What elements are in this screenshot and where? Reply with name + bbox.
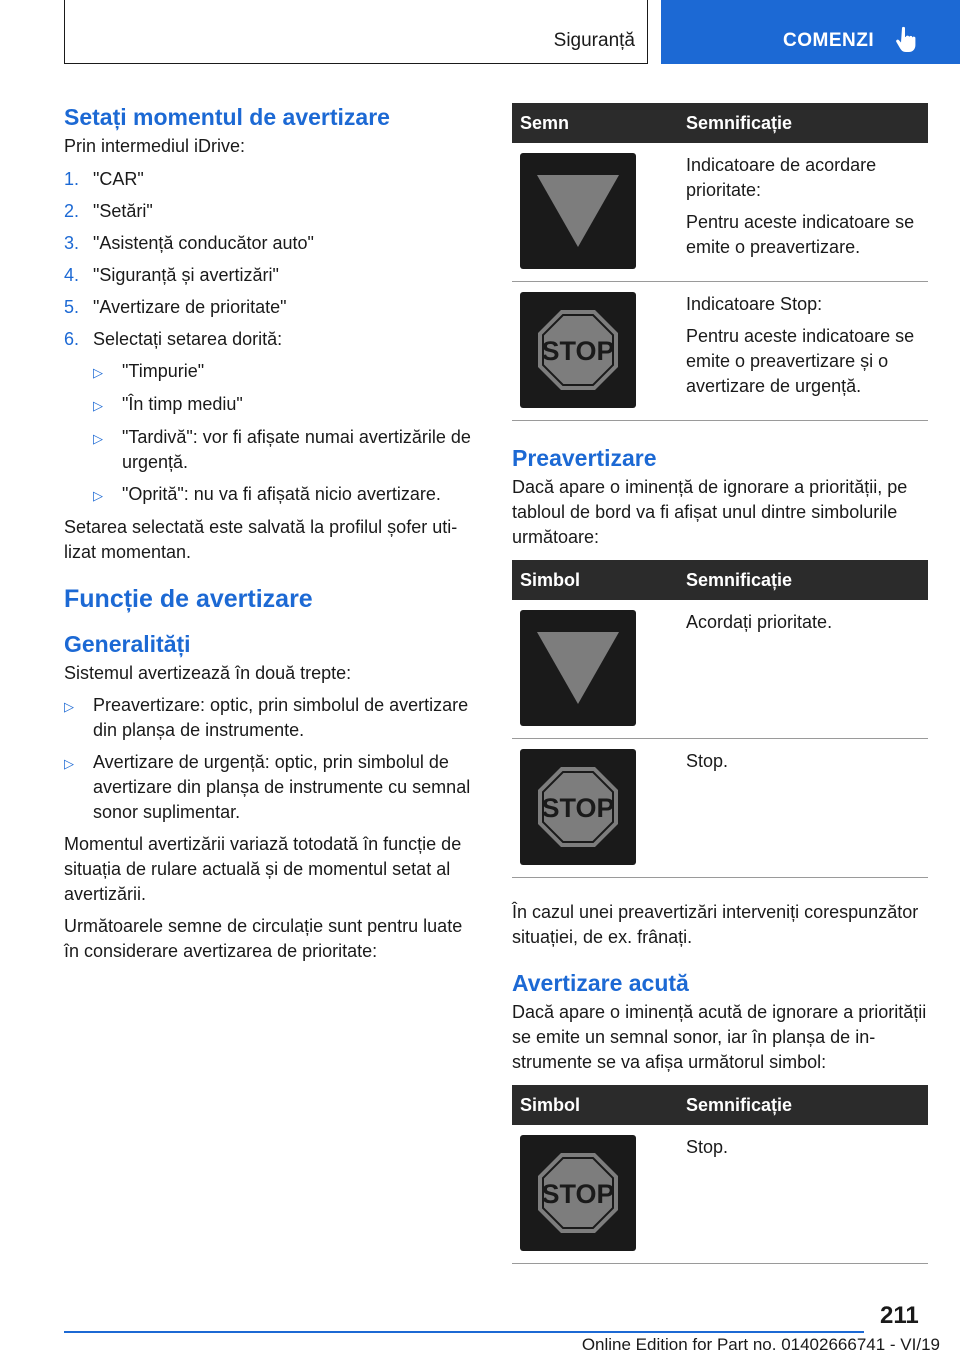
triangle-bullet-icon: ▷ <box>93 365 103 380</box>
option-item: ▷ "Oprită": nu va fi afișată nicio avertizare. <box>93 482 480 508</box>
svg-text:STOP: STOP <box>541 336 615 366</box>
right-column <box>512 103 928 1264</box>
table-header-sign: Semn <box>512 103 678 143</box>
set-warning-time-title: Setați momentul de avertizare <box>64 104 390 130</box>
set-note: Setarea selectată este salvată la profilul șofer utilizat momentan. <box>64 517 458 562</box>
table-row: STOP Indicatoare Stop: Pentru aceste indicatoare se emite o preavertizare și o avertizare de urgență. <box>512 282 928 421</box>
stage-item: ▷ Avertizare de urgență: optic, prin simbolul de avertizare din planșa de instrumente cu semnal sonor suplimentar. <box>64 750 480 825</box>
table-header-meaning: Semnificație <box>678 1085 928 1125</box>
table-row: Acordați prioritate. <box>512 600 928 739</box>
option-item: ▷ "Tardivă": vor fi afișate numai avertizările de urgență. <box>93 425 480 475</box>
yield-sign-icon <box>520 610 636 726</box>
prewarning-note: În cazul unei preavertizări interveniți corespunzător situației, de ex. frânați. <box>512 902 919 947</box>
warning-function-title: Funcție de avertizare <box>64 585 313 613</box>
option-item: ▷ "În timp mediu" <box>93 392 480 418</box>
footer-divider <box>64 1331 864 1333</box>
page-number: 211 <box>880 1302 919 1329</box>
option-item: ▷ "Timpurie" <box>93 359 480 385</box>
step-item: 5. "Avertizare de prioritate" <box>64 297 287 317</box>
prewarning-symbols-table <box>512 560 928 878</box>
table-header-symbol: Simbol <box>512 1085 678 1125</box>
stop-sign-icon <box>520 1135 636 1251</box>
left-column <box>64 100 480 971</box>
table-row: STOP Stop. <box>512 1125 928 1264</box>
prewarning-text: Dacă apare o iminență de ignorare a priorității, pe tabloul de bord va fi afișat unul dintre simbolurile următoare: <box>512 477 908 547</box>
set-intro: Prin intermediul iDrive: <box>64 136 246 156</box>
triangle-bullet-icon: ▷ <box>64 699 74 714</box>
pointing-hand-icon <box>895 26 921 54</box>
svg-text:STOP: STOP <box>541 793 615 823</box>
step-item: 2. "Setări" <box>64 201 153 221</box>
table-row: Indicatoare de acordare prioritate: Pentru aceste indicatoare se emite o preavertizare. <box>512 143 928 282</box>
triangle-bullet-icon: ▷ <box>64 756 74 771</box>
general-title: Generalități <box>64 631 191 657</box>
triangle-bullet-icon: ▷ <box>93 488 103 503</box>
header-section-box <box>64 0 648 64</box>
table-header-meaning: Semnificație <box>678 560 928 600</box>
general-intro: Sistemul avertizează în două trepte: <box>64 663 352 683</box>
header-section-label: Siguranță <box>553 30 635 51</box>
acute-warning-text: Dacă apare o iminență acută de ignorare a priorității se emite un semnal sonor, iar în planșa de instrumente se va afișa următorul simbol: <box>512 1002 927 1072</box>
step-item: 1. "CAR" <box>64 169 144 189</box>
header-chapter-tab[interactable] <box>661 0 960 64</box>
yield-sign-icon <box>520 153 636 269</box>
signs-paragraph: Următoarele semne de circulație sunt pentru luate în considerare avertizarea de prioritate: <box>64 916 463 961</box>
table-row: STOP Stop. <box>512 739 928 878</box>
table-header-meaning: Semnificație <box>678 103 928 143</box>
table-header-symbol: Simbol <box>512 560 678 600</box>
signs-table <box>512 103 928 421</box>
idrive-steps-list <box>64 167 480 352</box>
edition-label: Online Edition for Part no. 01402666741 - VI/19 <box>581 1335 940 1354</box>
prewarning-title: Preavertizare <box>512 445 657 471</box>
step-item: 4. "Siguranță și avertizări" <box>64 265 279 285</box>
stop-sign-icon <box>520 749 636 865</box>
step-item: 3. "Asistență conducător auto" <box>64 233 314 253</box>
timing-paragraph: Momentul avertizării variază totodată în funcție de situația de rulare actuală și de momentul setat al avertizării. <box>64 834 462 904</box>
setting-options-list <box>93 359 480 508</box>
svg-text:STOP: STOP <box>541 1179 615 1209</box>
step-item: 6. Selectați setarea dorită: <box>64 329 283 349</box>
triangle-bullet-icon: ▷ <box>93 431 103 446</box>
warning-stages-list <box>64 693 480 825</box>
stage-item: ▷ Preavertizare: optic, prin simbolul de avertizare din planșa de instrumente. <box>64 693 480 743</box>
header-chapter-label: COMENZI <box>783 30 875 51</box>
acute-symbols-table <box>512 1085 928 1264</box>
triangle-bullet-icon: ▷ <box>93 398 103 413</box>
acute-warning-title: Avertizare acută <box>512 970 689 996</box>
stop-sign-icon <box>520 292 636 408</box>
